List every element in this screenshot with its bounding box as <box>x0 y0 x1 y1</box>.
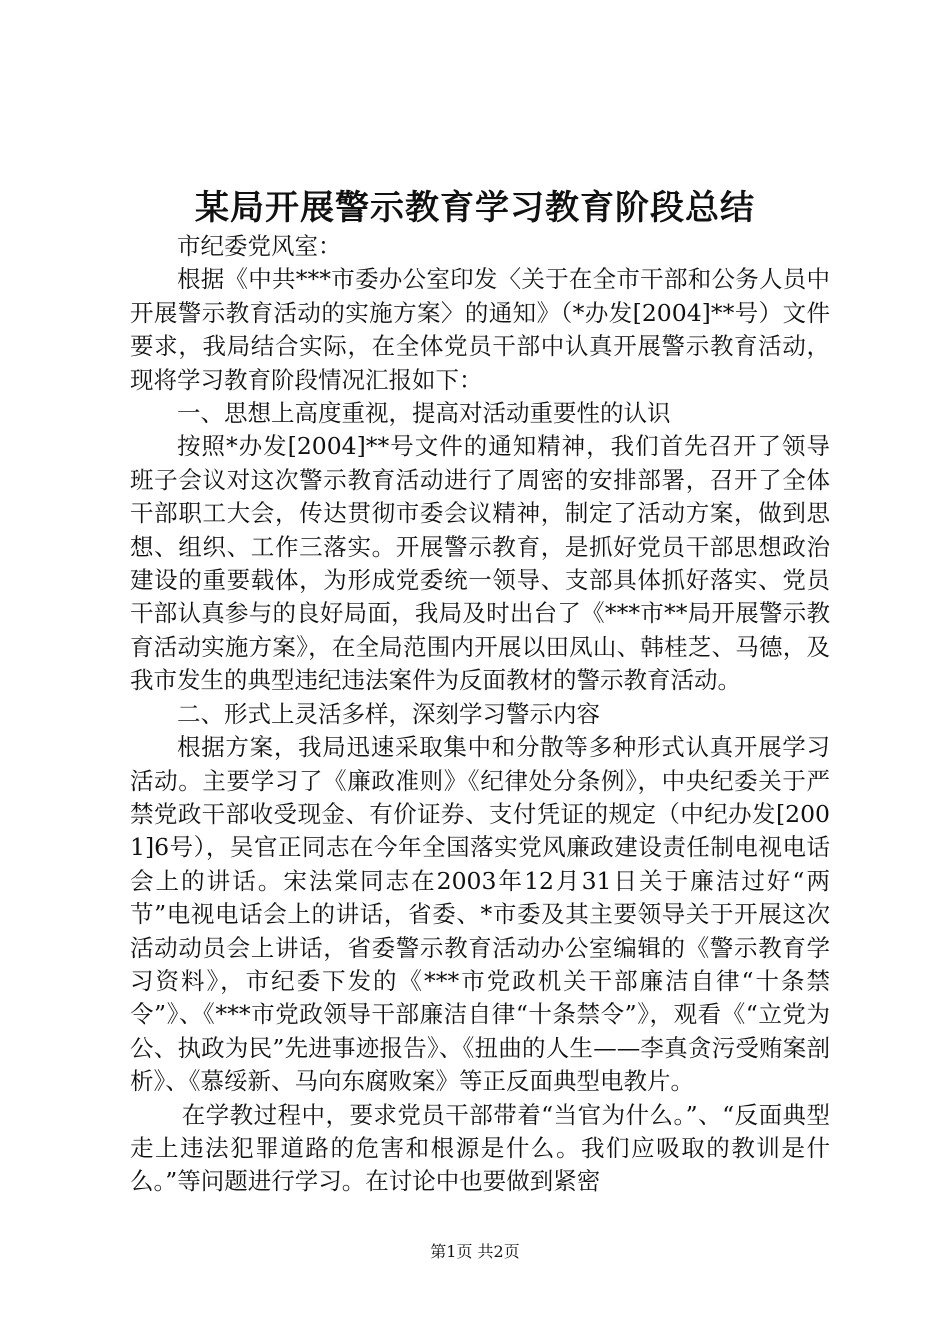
section-2-heading: 二、形式上灵活多样，深刻学习警示内容 <box>177 699 600 728</box>
document-body <box>130 230 830 1199</box>
page-footer: 第1页 共2页 <box>430 1242 520 1261</box>
section-1-heading: 一、思想上高度重视，提高对活动重要性的认识 <box>177 399 671 428</box>
section-2-paragraph: 根据方案，我局迅速采取集中和分散等多种形式认真开展学习活动。主要学习了《廉政准则》《纪律处分条例》，中央纪委关于严禁党政干部收受现金、有价证券、支付凭证的规定（中纪办发[2001]6号），吴官正同志在今年全国落实党风廉政建设责任制电视电话会上的讲话。宋法棠同志在2003年12月31日关于廉洁过好“两节”电视电话会上的讲话，省委、*市委及其主要领导关于开展这次活动动员会上讲话，省委警示教育活动办公室编辑的《警示教育学习资料》，市纪委下发的《***市党政机关干部廉洁自律“十条禁令”》、《***市党政领导干部廉洁自律“十条禁令”》，观看《“立党为公、执政为民”先进事迹报告》、《扭曲的人生——李真贪污受贿案剖析》、《慕绥新、马向东腐败案》等正反面典型电教片。 <box>130 733 830 1096</box>
section-1-paragraph: 按照*办发[2004]**号文件的通知精神，我们首先召开了领导班子会议对这次警示教育活动进行了周密的安排部署，召开了全体干部职工大会，传达贯彻市委会议精神，制定了活动方案，做到思想、组织、工作三落实。开展警示教育，是抓好党员干部思想政治建设的重要载体，为形成党委统一领导、支部具体抓好落实、党员干部认真参与的良好局面，我局及时出台了《***市**局开展警示教育活动实施方案》，在全局范围内开展以田凤山、韩桂芝、马德，及我市发生的典型违纪违法案件为反面教材的警示教育活动。 <box>130 432 830 695</box>
intro-paragraph: 根据《中共***市委办公室印发〈关于在全市干部和公务人员中开展警示教育活动的实施方案〉的通知》（*办发[2004]**号）文件要求，我局结合实际，在全体党员干部中认真开展警示教育活动，现将学习教育阶段情况汇报如下： <box>130 265 830 394</box>
document-title: 某局开展警示教育学习教育阶段总结 <box>195 188 755 228</box>
section-2-paragraph-2: 在学教过程中，要求党员干部带着“当官为什么。”、“反面典型走上违法犯罪道路的危害和根源是什么。我们应吸取的教训是什么。”等问题进行学习。在讨论中也要做到紧密 <box>130 1100 830 1196</box>
salutation: 市纪委党风室： <box>177 232 342 260</box>
